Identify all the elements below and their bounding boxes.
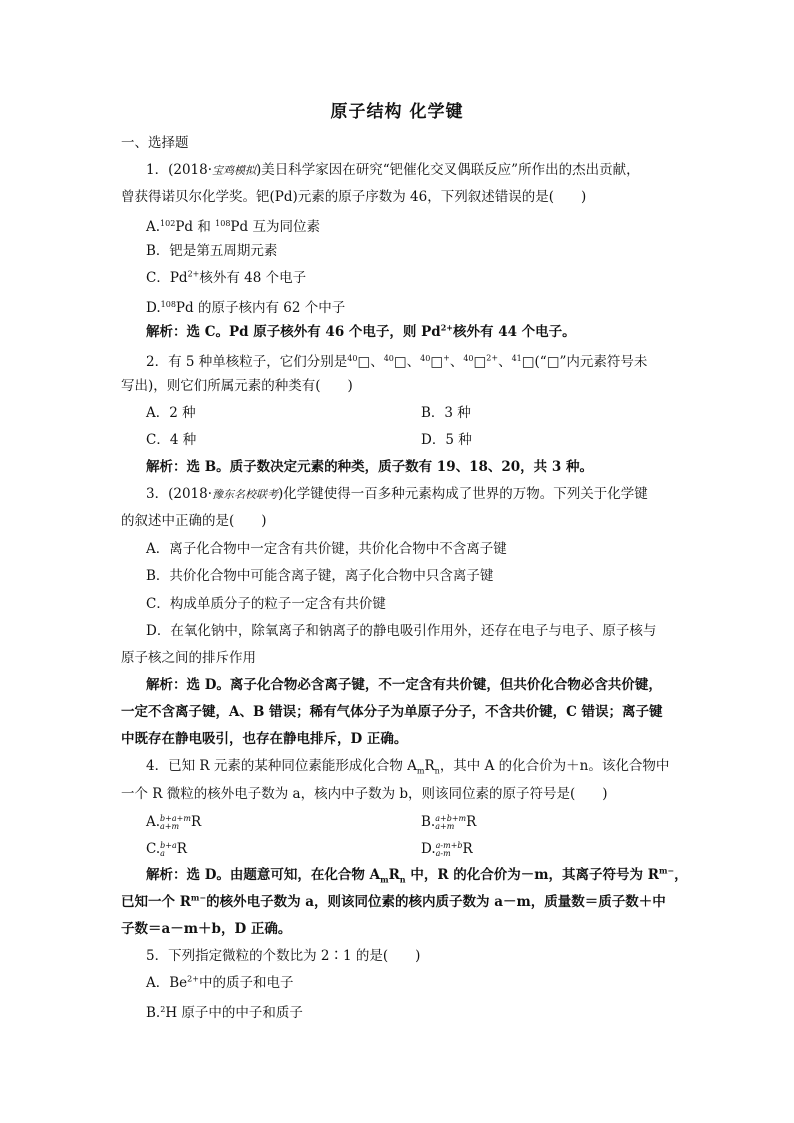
q2-mass3: 40 xyxy=(420,354,431,363)
q2-species4: □ xyxy=(473,354,487,370)
q2-stem-text: 2．有 5 种单核粒子，它们分别是 xyxy=(146,354,348,370)
q1-a-mass1: 102 xyxy=(160,219,176,228)
q2-species2: □、 xyxy=(393,354,421,370)
q4-a-label: A. xyxy=(146,814,161,830)
q5-b-label: B. xyxy=(146,1005,161,1021)
q4-answer2-text2: 的核外电子数为 a，则该同位素的核内质子数为 a－m，质量数＝质子数＋中 xyxy=(206,894,666,910)
q4-answer-line3: 子数＝a－m＋b，D 正确。 xyxy=(121,921,292,937)
q4-option-b xyxy=(421,813,476,831)
q2-option-b: B．3 种 xyxy=(421,405,471,421)
q2-sep3: 、 xyxy=(449,354,464,370)
q3-source: 豫东名校联考 xyxy=(212,488,279,501)
q3-option-d-line2: 原子核之间的排斥作用 xyxy=(121,650,256,666)
q3-answer-line1: 解析：选 D。离子化合物必含离子键，不一定含有共价键，但共价化合物必含共价键， xyxy=(146,677,662,693)
q3-option-d-line1: D．在氧化钠中，除氧离子和钠离子的静电吸引作用外，还存在电子与电子、原子核与 xyxy=(146,623,657,639)
q3-stem-text: )化学键使得一百多种元素构成了世界的万物。下列关于化学键 xyxy=(278,486,648,502)
q1-a-label: A. xyxy=(146,219,161,235)
q1-c-text2: 核外有 48 个电子 xyxy=(199,270,307,286)
q1-d-text: Pd 的原子核内有 62 个中子 xyxy=(175,300,346,316)
q2-sep4: 、 xyxy=(498,354,512,370)
q5-a-text2: 中的质子和电子 xyxy=(198,975,294,991)
q5-option-a xyxy=(146,974,293,992)
q5-stem: 5．下列指定微粒的个数比为 2∶1 的是( ) xyxy=(146,948,421,964)
q1-option-c xyxy=(146,269,306,287)
q1-a-text1: Pd 和 xyxy=(175,219,216,235)
q1-d-mass: 108 xyxy=(160,300,176,309)
q1-stem-text: )美日科学家因在研究“钯催化交叉偶联反应”所作出的杰出贡献， xyxy=(256,162,640,178)
q4-c-mass: b+a xyxy=(160,840,177,850)
q1-d-label: D. xyxy=(146,300,161,316)
q2-mass5: 41 xyxy=(511,354,522,363)
q2-species1: □、 xyxy=(357,354,384,370)
q1-answer-text1: 解析：选 C。Pd 原子核外有 46 个电子，则 Pd xyxy=(146,324,441,340)
q2-species5: □(“□”内元素符号未 xyxy=(521,354,648,370)
q4-c-proton: a xyxy=(160,848,165,858)
q1-stem-line2: 曾获得诺贝尔化学奖。钯(Pd)元素的原子序数为 46，下列叙述错误的是( ) xyxy=(121,189,587,205)
q4-stem-text2: ，其中 A 的化合价为＋n。该化合物中 xyxy=(439,758,670,774)
q4-option-a xyxy=(146,813,201,831)
q2-option-d: D．5 种 xyxy=(421,432,472,448)
q4-answer-r: R xyxy=(388,867,400,883)
q2-charge4: 2+ xyxy=(486,353,499,363)
q4-stem-line2: 一个 R 微粒的核外电子数为 a，核内中子数为 b，则该同位素的原子符号是( ) xyxy=(121,786,608,802)
q4-answer-sub-n: n xyxy=(399,874,406,885)
q4-d-label: D. xyxy=(421,841,436,857)
q1-option-d xyxy=(146,296,345,317)
q4-answer-text1: 解析：选 D。由题意可知，在化合物 A xyxy=(146,867,381,883)
q4-answer-sub-m: m xyxy=(380,874,389,885)
q4-option-d xyxy=(421,840,473,858)
q4-b-label: B. xyxy=(421,814,436,830)
q5-a-charge: 2+ xyxy=(187,974,199,984)
q1-answer-charge: 2+ xyxy=(440,322,453,333)
q2-option-a: A．2 种 xyxy=(146,405,196,421)
q4-stem-text1: 4．已知 R 元素的某种同位素能形成化合物 A xyxy=(146,758,417,774)
q4-answer-line2 xyxy=(121,893,666,911)
q4-d-symbol: R xyxy=(462,841,473,857)
q3-stem-line2: 的叙述中正确的是( ) xyxy=(121,513,267,529)
q1-stem-line1 xyxy=(146,161,640,180)
q2-answer: 解析：选 B。质子数决定元素的种类，质子数有 19、18、20，共 3 种。 xyxy=(146,459,593,475)
q3-option-c: C．构成单质分子的粒子一定含有共价键 xyxy=(146,596,386,612)
q3-option-a: A．离子化合物中一定含有共价键，共价化合物中不含离子键 xyxy=(146,541,507,557)
q1-answer xyxy=(146,323,576,341)
q2-species3: □ xyxy=(430,354,444,370)
q4-b-symbol: R xyxy=(466,814,477,830)
q3-answer-line3: 中既存在静电吸引，也存在静电排斥，D 正确。 xyxy=(121,731,408,747)
q4-b-mass: a+b+m xyxy=(435,813,467,823)
q1-stem-prefix: 1．(2018· xyxy=(146,162,213,178)
q1-source: 宝鸡模拟 xyxy=(212,164,257,177)
q2-option-c: C．4 种 xyxy=(146,432,197,448)
q2-charge3: + xyxy=(443,353,450,363)
q5-option-b xyxy=(146,1001,303,1022)
section-heading: 一、选择题 xyxy=(121,135,189,151)
q5-b-text: H 原子中的中子和质子 xyxy=(165,1005,303,1021)
q4-answer-text3: ， xyxy=(674,867,688,883)
q4-option-c xyxy=(146,840,187,858)
q4-a-symbol: R xyxy=(190,814,202,830)
q4-d-proton: a-m xyxy=(435,848,451,858)
q4-sub-m: m xyxy=(416,766,425,776)
q4-sub-n: n xyxy=(434,766,440,776)
q4-c-label: C. xyxy=(146,841,161,857)
q1-c-charge: 2+ xyxy=(187,269,200,279)
q5-a-text1: A．Be xyxy=(146,975,188,991)
q4-answer-line1 xyxy=(146,866,688,884)
q2-mass4: 40 xyxy=(463,354,474,363)
q5-b-mass: 2 xyxy=(160,1005,166,1014)
q4-stem-line1 xyxy=(146,757,669,775)
q3-answer-line2: 一定不含离子键，A、B 错误；稀有气体分子为单原子分子，不含共价键，C 错误；离子键 xyxy=(121,704,663,720)
q3-stem-line1 xyxy=(146,485,648,504)
q4-answer2-text1: 已知一个 R xyxy=(121,894,191,910)
q2-mass2: 40 xyxy=(383,354,394,363)
q1-option-a xyxy=(146,215,320,236)
q4-d-mass: a-m+b xyxy=(435,840,463,850)
q4-answer-charge1: m− xyxy=(658,865,675,876)
q4-a-mass: b+a+m xyxy=(160,813,191,823)
q4-a-proton: a+m xyxy=(160,821,180,831)
q4-answer-text2: 中，R 的化合价为－m，其离子符号为 R xyxy=(405,867,659,883)
q1-a-text2: Pd 互为同位素 xyxy=(230,219,320,235)
q4-b-proton: a+m xyxy=(435,821,455,831)
q1-answer-text2: 核外有 44 个电子。 xyxy=(453,324,576,340)
q1-option-b: B．钯是第五周期元素 xyxy=(146,243,278,259)
page-title: 原子结构 化学键 xyxy=(330,102,464,122)
q4-stem-r: R xyxy=(424,758,435,774)
q1-c-text1: C．Pd xyxy=(146,270,188,286)
q2-mass1: 40 xyxy=(347,354,358,363)
q4-c-symbol: R xyxy=(176,841,187,857)
q2-stem-line1 xyxy=(146,350,647,371)
q4-answer2-charge: m− xyxy=(190,892,207,903)
q3-option-b: B．共价化合物中可能含离子键，离子化合物中只含离子键 xyxy=(146,568,494,584)
q1-a-mass2: 108 xyxy=(215,219,231,228)
q2-stem-line2: 写出)，则它们所属元素的种类有( ) xyxy=(121,378,353,394)
q3-stem-prefix: 3．(2018· xyxy=(146,486,213,502)
